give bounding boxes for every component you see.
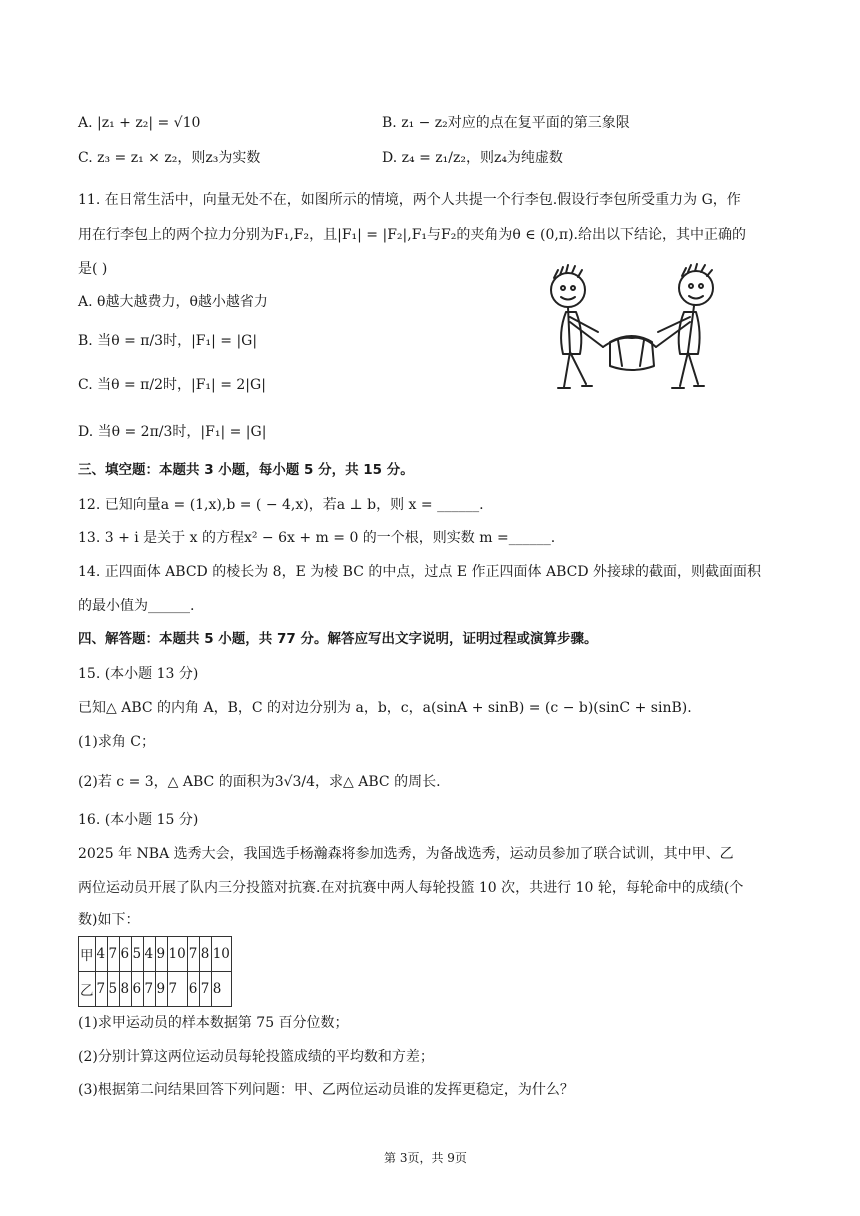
table-cell: 7: [95, 972, 107, 1007]
table-row: [79, 972, 232, 1007]
q11-stem-line1: 11. 在日常生活中，向量无处不在，如图所示的情境，两个人共提一个行李包.假设行李包所受重力为 G，作: [78, 192, 741, 208]
table-cell: 乙: [79, 972, 96, 1007]
q15-part1: (1)求角 C；: [78, 734, 155, 750]
q15-stem: 已知△ ABC 的内角 A，B，C 的对边分别为 a，b，c，a(sinA + sinB) = (c − b)(sinC + sinB).: [78, 700, 692, 716]
q11-option-a: A. θ越大越费力，θ越小越省力: [78, 294, 268, 310]
table-cell: 7: [143, 972, 155, 1007]
table-cell: 甲: [79, 937, 96, 972]
table-cell: 9: [155, 972, 167, 1007]
table-row: [79, 937, 232, 972]
page-footer: 第 3页，共 9页: [384, 1151, 467, 1165]
q11-option-d: D. 当θ = 2π/3时，|F₁| = |G|: [78, 424, 267, 440]
q16-title: 16. (本小题 15 分): [78, 812, 199, 828]
table-cell: 6: [187, 972, 199, 1007]
table-cell: 7: [199, 972, 211, 1007]
q10-option-a: A. |z₁ + z₂| = √10: [78, 115, 201, 131]
table-cell: 7: [107, 937, 119, 972]
q16-part3: (3)根据第二问结果回答下列问题：甲、乙两位运动员谁的发挥更稳定，为什么？: [78, 1082, 574, 1098]
q11-option-b: B. 当θ = π/3时，|F₁| = |G|: [78, 333, 258, 349]
table-cell: 9: [155, 937, 167, 972]
q10-option-b: B. z₁ − z₂对应的点在复平面的第三象限: [382, 115, 630, 131]
section3-heading: 三、填空题：本题共 3 小题，每小题 5 分，共 15 分。: [78, 462, 414, 478]
q15-title: 15. (本小题 13 分): [78, 666, 199, 682]
table-cell: 8: [119, 972, 131, 1007]
table-cell: 7: [187, 937, 199, 972]
q13-text: 13. 3 + i 是关于 x 的方程x² − 6x + m = 0 的一个根，则实数 m =______.: [78, 530, 556, 546]
table-cell: 5: [107, 972, 119, 1007]
table-cell: 6: [119, 937, 131, 972]
q11-stem-line3: 是( ): [78, 261, 108, 277]
q16-line2: 两位运动员开展了队内三分投篮对抗赛.在对抗赛中两人每轮投篮 10 次，共进行 10 轮，每轮命中的成绩(个: [78, 880, 744, 896]
score-table: [78, 936, 232, 1007]
table-cell: 8: [199, 937, 211, 972]
table-cell: 10: [167, 937, 187, 972]
q15-part2: (2)若 c = 3，△ ABC 的面积为3√3/4，求△ ABC 的周长.: [78, 774, 441, 790]
q10-option-d: D. z₄ = z₁/z₂，则z₄为纯虚数: [382, 150, 563, 166]
q12-text: 12. 已知向量a = (1,x),b = ( − 4,x)，若a ⊥ b，则 x = ______.: [78, 497, 484, 513]
table-cell: 4: [143, 937, 155, 972]
table-cell: 5: [131, 937, 143, 972]
q11-option-c: C. 当θ = π/2时，|F₁| = 2|G|: [78, 377, 266, 393]
q14-line2: 的最小值为______.: [78, 598, 195, 614]
q10-option-c: C. z₃ = z₁ × z₂，则z₃为实数: [78, 150, 261, 166]
table-cell: 6: [131, 972, 143, 1007]
table-cell: 7: [167, 972, 187, 1007]
table-cell: 4: [95, 937, 107, 972]
table-cell: 10: [211, 937, 231, 972]
section4-heading: 四、解答题：本题共 5 小题，共 77 分。解答应写出文字说明，证明过程或演算步骤。: [78, 631, 598, 647]
q16-part1: (1)求甲运动员的样本数据第 75 百分位数；: [78, 1015, 349, 1031]
q16-line3: 数)如下：: [78, 912, 140, 928]
q14-line1: 14. 正四面体 ABCD 的棱长为 8，E 为棱 BC 的中点，过点 E 作正四面体 ABCD 外接球的截面，则截面面积: [78, 564, 762, 580]
table-cell: 8: [211, 972, 231, 1007]
q11-stem-line2: 用在行李包上的两个拉力分别为F₁,F₂，且|F₁| = |F₂|,F₁与F₂的夹角为θ ∈ (0,π).给出以下结论，其中正确的: [78, 227, 746, 243]
q16-line1: 2025 年 NBA 选秀大会，我国选手杨瀚森将参加选秀，为备战选秀，运动员参加了联合试训，其中甲、乙: [78, 846, 734, 862]
two-people-carrying-bag-illustration: [548, 262, 716, 394]
q16-part2: (2)分别计算这两位运动员每轮投篮成绩的平均数和方差；: [78, 1049, 434, 1065]
